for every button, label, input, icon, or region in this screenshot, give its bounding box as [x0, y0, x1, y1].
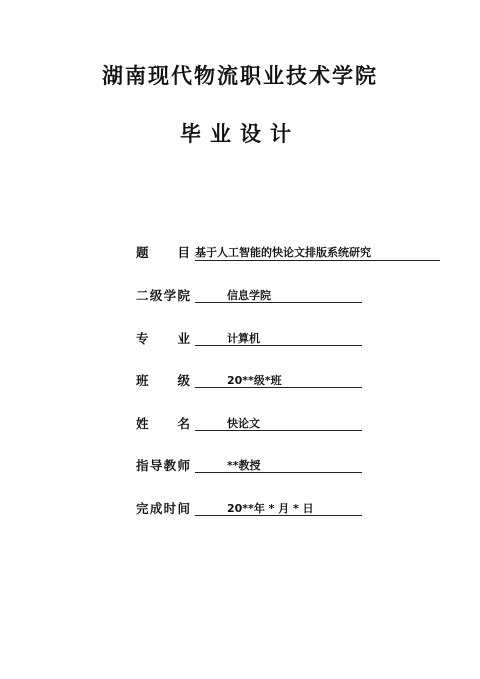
title-value: 基于人工智能的快论文排版系统研究	[195, 243, 440, 261]
name-value: 快论文	[195, 414, 362, 431]
date-value: 20**年 * 月 * 日	[195, 499, 362, 516]
school-name: 湖南现代物流职业技术学院	[102, 64, 378, 88]
title-label: 题 目	[136, 245, 190, 260]
college-value: 信息学院	[195, 286, 362, 303]
document-type-title: 毕业设计	[180, 122, 300, 146]
advisor-label: 指 导 教 师	[136, 458, 190, 473]
major-label: 专 业	[136, 331, 190, 346]
college-label: 二 级 学 院	[136, 288, 190, 303]
major-value: 计算机	[195, 329, 362, 346]
name-label: 姓 名	[136, 416, 190, 431]
date-label: 完 成 时 间	[136, 501, 190, 516]
class-label: 班 级	[136, 373, 190, 388]
advisor-value: **教授	[195, 456, 362, 473]
class-value: 20**级*班	[195, 371, 362, 388]
